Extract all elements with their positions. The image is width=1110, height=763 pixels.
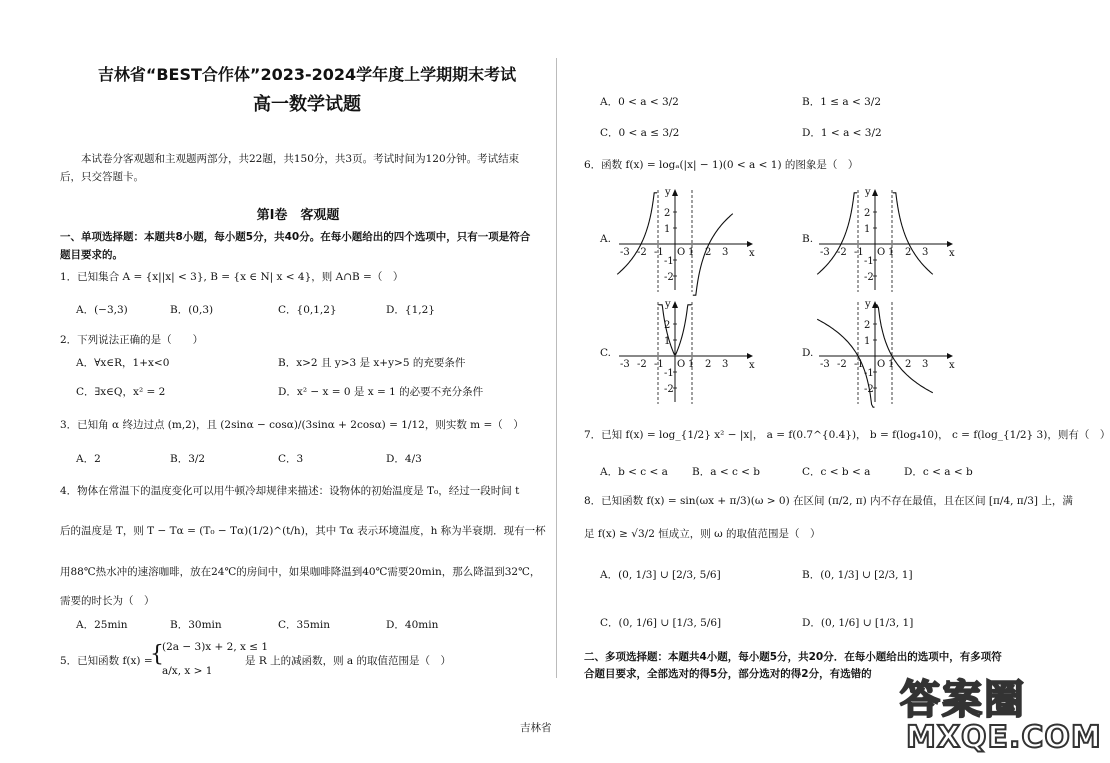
x-tick-label: -3 xyxy=(620,359,630,370)
y-tick-label: 2 xyxy=(864,320,871,331)
q6-label-d: D. xyxy=(802,347,814,359)
y-tick-label: -2 xyxy=(864,384,874,395)
part1-heading: 一、单项选择题：本题共8小题，每小题5分，共40分。在每小题给出的四个选项中，只有一项是符合题目要求的。 xyxy=(60,231,531,261)
q7-option-d: D．c < a < b xyxy=(904,466,973,478)
q3-option-c: C．3 xyxy=(278,453,304,465)
q4-option-b: B．30min xyxy=(170,619,222,631)
q6-label-a: A. xyxy=(600,233,611,245)
x-tick-label: 1 xyxy=(888,247,895,258)
q3-option-b: B．3/2 xyxy=(170,453,206,465)
function-curve xyxy=(893,193,933,274)
function-curve xyxy=(817,193,857,274)
q1-stem: 1．已知集合 A = {x||x| < 3}, B = {x ∈ N| x < 4}，则 A∩B =（ ） xyxy=(60,271,404,283)
function-curve xyxy=(676,305,692,355)
function-curve xyxy=(876,305,933,393)
part2-line2: 合题目要求，全部选对的得5分，部分选对的得2分，有选错的 xyxy=(584,668,872,680)
y-tick-label: 1 xyxy=(664,224,671,235)
q5-stem-left: 5．已知函数 f(x) = xyxy=(60,655,153,667)
function-curve xyxy=(617,193,657,274)
q4-line1: 4．物体在常温下的温度变化可以用牛顿冷却规律来描述：设物体的初始温度是 T₀，经过一段时间 t xyxy=(60,485,520,497)
q7-stem: 7．已知 f(x) = log_{1/2} x² − |x|， a = f(0.7^{0.4})， b = f(log₄10)， c = f(log_{1/2} 3)，则有（ ） xyxy=(584,429,1110,441)
x-axis-arrow xyxy=(947,241,953,247)
q8-option-a: A．(0, 1/3] ∪ [2/3, 5/6] xyxy=(600,569,721,581)
exam-title: 吉林省“BEST合作体”2023-2024学年度上学期期末考试 xyxy=(97,65,517,84)
q3-stem: 3．已知角 α 终边过点 (m,2)，且 (2sinα − cosα)/(3sinα + 2cosα) = 1/12，则实数 m =（ ） xyxy=(60,419,524,431)
x-tick-label: -2 xyxy=(837,359,847,370)
x-axis-arrow xyxy=(747,241,753,247)
q5-case2: a/x, x > 1 xyxy=(162,665,213,677)
x-tick-label: -1 xyxy=(854,359,864,370)
y-tick-label: -2 xyxy=(664,272,674,283)
x-tick-label: O xyxy=(677,247,686,258)
y-axis-arrow xyxy=(872,189,878,196)
q7-option-b: B．a < c < b xyxy=(692,466,761,478)
q8-line1: 8．已知函数 f(x) = sin(ωx + π/3)(ω > 0) 在区间 (π/2, π) 内不存在最值，且在区间 [π/4, π/3] 上，满 xyxy=(584,495,1073,507)
x-axis-arrow xyxy=(747,353,753,359)
x-tick-label: -3 xyxy=(820,359,830,370)
x-tick-label: 3 xyxy=(922,359,929,370)
y-tick-label: -1 xyxy=(664,256,674,267)
y-tick-label: 1 xyxy=(664,336,671,347)
y-tick-label: -2 xyxy=(864,272,874,283)
y-tick-label: -1 xyxy=(664,368,674,379)
q6-graph-b xyxy=(815,186,955,296)
x-tick-label: -1 xyxy=(654,247,664,258)
x-tick-label: -3 xyxy=(820,247,830,258)
q4-line2: 后的温度是 T，则 T − Tα = (T₀ − Tα)(1/2)^(t/h)，其中 Tα 表示环境温度，h 称为半衰期．现有一杯 xyxy=(60,525,546,537)
q4-option-a: A．25min xyxy=(76,619,128,631)
y-axis-arrow xyxy=(672,301,678,308)
q4-option-d: D．40min xyxy=(386,619,439,631)
q5-brace: { xyxy=(150,642,164,667)
y-axis-arrow xyxy=(672,189,678,196)
y-tick-label: -1 xyxy=(864,368,874,379)
x-tick-label: -3 xyxy=(620,247,630,258)
part2-line1: 二、多项选择题：本题共4小题，每小题5分，共20分．在每小题给出的选项中，有多项符 xyxy=(584,651,1002,663)
y-axis-label: y xyxy=(865,187,871,198)
x-axis-label: x xyxy=(949,248,955,259)
y-tick-label: 1 xyxy=(864,224,871,235)
q2-stem: 2．下列说法正确的是（ ） xyxy=(60,334,204,346)
q6-stem: 6．函数 f(x) = logₐ(|x| − 1)(0 < a < 1) 的图象是（ ） xyxy=(584,159,859,171)
q3-option-d: D．4/3 xyxy=(386,453,422,465)
x-tick-label: -2 xyxy=(637,359,647,370)
x-tick-label: 2 xyxy=(705,247,712,258)
q8-line2: 足 f(x) ≥ √3/2 恒成立，则 ω 的取值范围是（ ） xyxy=(584,528,821,540)
q5-stem-right: 是 R 上的减函数，则 a 的取值范围是（ ） xyxy=(245,655,452,667)
q2-option-b: B．x>2 且 y>3 是 x+y>5 的充要条件 xyxy=(278,357,466,369)
intro-paragraph: 本试卷分客观题和主观题两部分，共22题，共150分，共3页。考试时间为120分钟。考试结束后，只交答题卡。 xyxy=(60,153,520,183)
x-axis-label: x xyxy=(749,248,755,259)
x-tick-label: 1 xyxy=(688,359,695,370)
q8-option-b: B．(0, 1/3] ∪ [2/3, 1] xyxy=(802,569,913,581)
x-tick-label: -1 xyxy=(854,247,864,258)
x-tick-label: 2 xyxy=(705,359,712,370)
q2-option-a: A．∀x∈R，1+x<0 xyxy=(76,357,170,369)
y-axis-label: y xyxy=(665,299,671,310)
column-divider xyxy=(556,58,557,678)
q4-line4: 需要的时长为（ ） xyxy=(60,595,155,607)
x-tick-label: 3 xyxy=(922,247,929,258)
y-axis-label: y xyxy=(665,187,671,198)
x-tick-label: 3 xyxy=(722,359,729,370)
q6-graph-c xyxy=(615,298,755,408)
x-axis-label: x xyxy=(749,360,755,371)
x-tick-label: -1 xyxy=(654,359,664,370)
y-tick-label: 1 xyxy=(864,336,871,347)
y-tick-label: 2 xyxy=(864,208,871,219)
q2-option-c: C．∃x∈Q，x² = 2 xyxy=(76,386,166,398)
q3-option-a: A．2 xyxy=(76,453,101,465)
watermark-top-text: 答案圈 xyxy=(900,677,1026,723)
x-tick-label: O xyxy=(877,247,886,258)
y-axis-label: y xyxy=(865,299,871,310)
x-axis-label: x xyxy=(949,360,955,371)
x-tick-label: 3 xyxy=(722,247,729,258)
x-tick-label: 1 xyxy=(888,359,895,370)
y-tick-label: 2 xyxy=(664,208,671,219)
q1-option-b: B．(0,3) xyxy=(170,304,214,316)
x-tick-label: -2 xyxy=(837,247,847,258)
x-tick-label: O xyxy=(877,359,886,370)
watermark-logo xyxy=(900,668,1102,760)
q8-option-d: D．(0, 1/6] ∪ [1/3, 1] xyxy=(802,617,914,629)
y-tick-label: -1 xyxy=(864,256,874,267)
x-tick-label: -2 xyxy=(637,247,647,258)
q4-line3: 用88℃热水冲的速溶咖啡，放在24℃的房间中，如果咖啡降温到40℃需要20min，那么降温到32℃， xyxy=(60,566,541,578)
q8-option-c: C．(0, 1/6] ∪ [1/3, 5/6] xyxy=(600,617,722,629)
q5-option-a: A．0 < a < 3/2 xyxy=(600,96,679,108)
q1-option-d: D．{1,2} xyxy=(386,304,435,316)
watermark-bottom-text: MXQE.COM xyxy=(906,720,1102,755)
x-tick-label: 2 xyxy=(905,359,912,370)
q5-case1: (2a − 3)x + 2, x ≤ 1 xyxy=(162,641,269,653)
q2-option-d: D．x² − x = 0 是 x = 1 的必要不充分条件 xyxy=(278,386,484,398)
q4-option-c: C．35min xyxy=(278,619,330,631)
q6-graph-d xyxy=(815,298,955,408)
q7-option-a: A．b < c < a xyxy=(600,466,668,478)
q6-label-c: C. xyxy=(600,347,611,359)
q5-option-b: B．1 ≤ a < 3/2 xyxy=(802,96,882,108)
page-footer: 吉林省 xyxy=(520,722,552,734)
exam-subtitle: 高一数学试题 xyxy=(253,94,361,115)
x-axis-arrow xyxy=(947,353,953,359)
section-title: 第Ⅰ卷 客观题 xyxy=(256,208,340,223)
q6-label-b: B. xyxy=(802,233,814,245)
y-tick-label: -2 xyxy=(664,384,674,395)
q5-option-c: C．0 < a ≤ 3/2 xyxy=(600,127,680,139)
q1-option-c: C．{0,1,2} xyxy=(278,304,337,316)
q6-graph-a xyxy=(615,186,755,296)
x-tick-label: 2 xyxy=(905,247,912,258)
y-tick-label: 2 xyxy=(664,320,671,331)
q5-option-d: D．1 < a < 3/2 xyxy=(802,127,882,139)
q7-option-c: C．c < b < a xyxy=(802,466,871,478)
x-tick-label: 1 xyxy=(688,247,695,258)
function-curve xyxy=(659,305,675,355)
q1-option-a: A．(−3,3) xyxy=(76,304,128,316)
x-tick-label: O xyxy=(677,359,686,370)
